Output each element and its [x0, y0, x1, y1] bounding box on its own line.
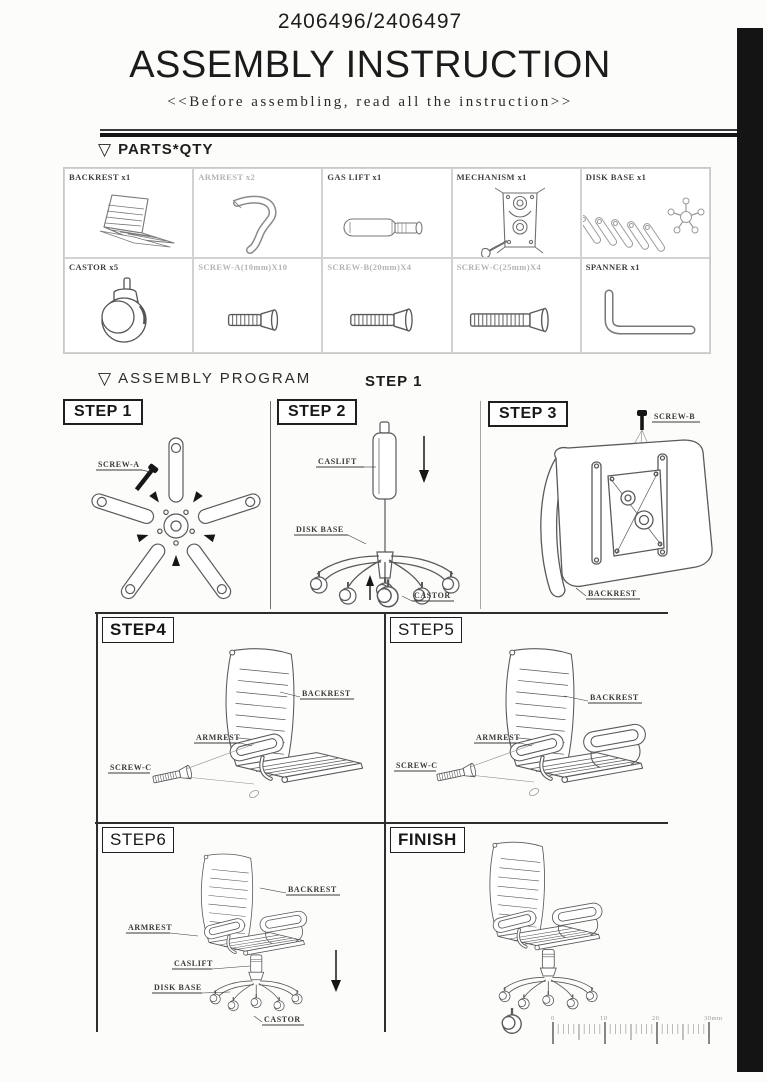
part-label: SCREW-A(10mm)X10 [198, 262, 288, 272]
castor-callout [254, 1015, 304, 1025]
part-label: SCREW-B(20mm)X4 [327, 262, 412, 272]
table-border [96, 612, 98, 1032]
svg-text:BACKREST: BACKREST [590, 693, 639, 702]
step5-box: STEP5 [390, 617, 462, 643]
svg-text:SCREW-C: SCREW-C [110, 763, 152, 772]
svg-text:20: 20 [652, 1015, 660, 1022]
program-section-heading [98, 370, 311, 387]
table-border [384, 612, 386, 1032]
table-border [95, 612, 668, 614]
finish-diagram [400, 838, 660, 1034]
triangle-marker-icon: ▽ [98, 369, 112, 388]
svg-text:DISK BASE: DISK BASE [154, 983, 202, 992]
caslift-callout [316, 457, 376, 467]
screw-b-callout [652, 412, 700, 422]
loose-castor-sketch [377, 579, 398, 607]
down-arrow [419, 436, 429, 483]
part-cell-spanner [581, 258, 710, 353]
part-cell-backrest [64, 168, 193, 258]
page-title: ASSEMBLY INSTRUCTION [129, 44, 611, 86]
svg-text:0: 0 [551, 1015, 555, 1022]
part-label: ARMREST x2 [198, 172, 256, 182]
svg-text:CASTOR: CASTOR [264, 1015, 301, 1024]
part-label: MECHANISM x1 [456, 172, 527, 182]
caslift-callout [172, 959, 250, 969]
castor-callout [402, 591, 454, 601]
screw-c-part-sketch [456, 282, 576, 352]
svg-text:BACKREST: BACKREST [302, 689, 351, 698]
diskbase-callout [294, 525, 366, 544]
part-label: GAS LIFT x1 [327, 172, 382, 182]
backrest-callout [260, 885, 340, 895]
part-cell-gaslift [322, 168, 451, 258]
step1-diagram [68, 428, 268, 608]
step1-box: STEP 1 [63, 399, 143, 425]
loose-castor-sketch [502, 1008, 521, 1033]
screw-a-callout [96, 460, 150, 472]
down-arrow [331, 950, 341, 992]
step4-diagram [104, 638, 380, 818]
mechanism-part-sketch [461, 185, 571, 257]
screw-a-part-sketch [203, 282, 313, 352]
armrest-part-sketch [203, 187, 313, 257]
program-heading-label: ASSEMBLY PROGRAM [118, 370, 312, 387]
svg-text:CASLIFT: CASLIFT [174, 959, 213, 968]
part-cell-screw-c [452, 258, 581, 353]
floating-step1-label: STEP 1 [365, 373, 423, 390]
svg-text:BACKREST: BACKREST [588, 589, 637, 598]
svg-text:SCREW-B: SCREW-B [654, 412, 696, 421]
svg-text:BACKREST: BACKREST [288, 885, 337, 894]
parts-heading-label: PARTS*QTY [118, 141, 214, 158]
step2-box: STEP 2 [277, 399, 357, 425]
backrest-callout [576, 588, 640, 599]
part-label: SCREW-C(25mm)X4 [456, 262, 542, 272]
part-label: CASTOR x5 [69, 262, 119, 272]
double-rule [100, 129, 740, 137]
step5-diagram [392, 638, 666, 818]
part-cell-mechanism [452, 168, 581, 258]
triangle-marker-icon: ▽ [98, 140, 112, 159]
part-cell-screw-a [193, 258, 322, 353]
gaslift-part-sketch [332, 197, 442, 257]
part-label: BACKREST x1 [69, 172, 131, 182]
parts-section-heading [98, 141, 213, 158]
parts-table [63, 167, 711, 354]
svg-text:CASTOR: CASTOR [414, 591, 451, 600]
up-arrow [366, 575, 374, 600]
castor-part-sketch [74, 274, 184, 352]
armrest-callout [126, 923, 198, 936]
panel-divider [480, 401, 481, 609]
svg-text:30mm: 30mm [704, 1015, 723, 1022]
screw-b-sketch [637, 410, 647, 430]
diskbase-callout [152, 983, 230, 993]
backrest-part-sketch [74, 191, 184, 257]
scan-edge-bar [737, 28, 763, 1072]
finish-box: FINISH [390, 827, 465, 853]
step2-diagram [286, 412, 472, 610]
svg-text:SCREW-A: SCREW-A [98, 460, 140, 469]
svg-text:ARMREST: ARMREST [196, 733, 241, 742]
page-subtitle: <<Before assembling, read all the instruction>> [167, 94, 573, 110]
table-border [95, 822, 668, 824]
step6-diagram [104, 846, 380, 1030]
step3-box: STEP 3 [488, 401, 568, 427]
svg-text:10: 10 [600, 1015, 608, 1022]
diskbase-part-sketch [583, 187, 707, 257]
svg-text:SCREW-C: SCREW-C [396, 761, 438, 770]
svg-text:ARMREST: ARMREST [476, 733, 521, 742]
svg-text:CASLIFT: CASLIFT [318, 457, 357, 466]
part-label: SPANNER x1 [585, 262, 640, 272]
step4-box: STEP4 [102, 617, 174, 643]
backrest-callout [564, 693, 642, 703]
part-cell-screw-b [322, 258, 451, 353]
model-number: 2406496/2406497 [277, 10, 463, 33]
panel-divider [270, 401, 271, 609]
step3-diagram [492, 400, 720, 608]
scale-ruler [545, 1012, 725, 1050]
spanner-part-sketch [585, 282, 705, 352]
part-cell-diskbase [581, 168, 710, 258]
part-cell-castor [64, 258, 193, 353]
step6-box: STEP6 [102, 827, 174, 853]
part-cell-armrest [193, 168, 322, 258]
part-label: DISK BASE x1 [585, 172, 647, 182]
svg-text:DISK BASE: DISK BASE [296, 525, 344, 534]
svg-text:ARMREST: ARMREST [128, 923, 173, 932]
screw-b-part-sketch [332, 282, 442, 352]
